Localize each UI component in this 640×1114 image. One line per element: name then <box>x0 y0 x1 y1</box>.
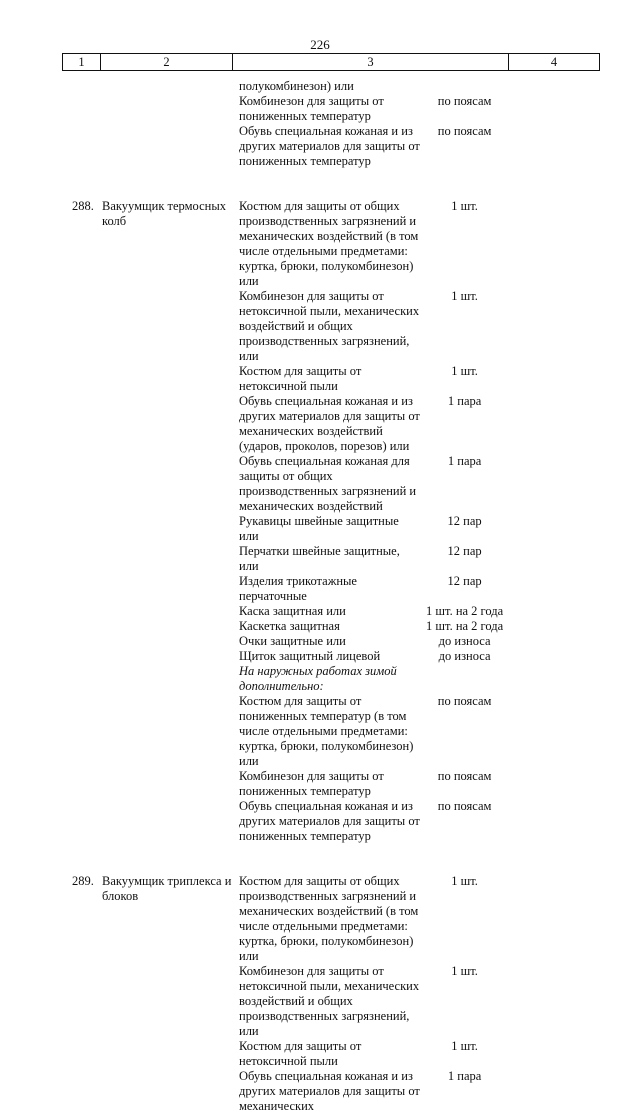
item-text: Щиток защитный лицевой <box>239 649 381 663</box>
table-body <box>62 79 598 1114</box>
table-row <box>62 874 598 1114</box>
item-qty: до износа <box>438 634 491 648</box>
item-text: Комбинезон для защиты от пониженных температур <box>239 769 384 798</box>
item-qty: по поясам <box>437 769 492 783</box>
table-row <box>62 199 598 844</box>
item-qty: по поясам <box>437 94 492 108</box>
item-text: Костюм для защиты от нетоксичной пыли <box>239 364 362 393</box>
list-item <box>239 394 509 454</box>
list-item <box>239 199 509 289</box>
item-text: Комбинезон для защиты от нетоксичной пыли, механических воздействий и общих производственных загрязнений, или <box>239 289 420 363</box>
row-name <box>102 79 239 169</box>
list-item <box>239 79 509 94</box>
col-3-header: 3 <box>233 54 509 70</box>
item-text: Костюм для защиты от нетоксичной пыли <box>239 1039 362 1068</box>
item-text: Обувь специальная кожаная и из других материалов для защиты от пониженных температур <box>239 124 420 168</box>
list-item <box>239 544 509 574</box>
item-qty: 1 пара <box>447 394 482 408</box>
item-qty: по поясам <box>437 124 492 138</box>
item-qty: 1 пара <box>447 454 482 468</box>
row-number: 288. <box>72 199 94 213</box>
item-qty: 1 шт. на 2 года <box>426 619 504 633</box>
item-text: На наружных работах зимой дополнительно: <box>239 664 397 693</box>
item-qty <box>420 79 509 94</box>
list-item <box>239 514 509 544</box>
item-text: Рукавицы швейные защитные или <box>239 514 399 543</box>
item-qty <box>420 664 509 694</box>
item-qty: 12 пар <box>447 544 482 558</box>
item-qty: по поясам <box>437 799 492 813</box>
row-items <box>239 199 509 844</box>
item-text: Обувь специальная кожаная для защиты от общих производственных загрязнений и механических воздействий <box>239 454 417 513</box>
item-text: полукомбинезон) или <box>239 79 354 93</box>
item-qty: 1 шт. <box>451 364 478 378</box>
item-text: Обувь специальная кожаная и из других материалов для защиты от пониженных температур <box>239 799 420 843</box>
item-text: Костюм для защиты от общих производственных загрязнений и механических воздействий (в том числе отдельными предметами: куртка, брюки, полукомбинезон) или <box>239 199 419 288</box>
row-gap <box>62 844 598 874</box>
list-item <box>239 604 509 619</box>
item-text: Обувь специальная кожаная и из других материалов для защиты от механических воздействий (ударов, проколов, порезов) или <box>239 394 420 453</box>
item-qty: 12 пар <box>447 574 482 588</box>
item-qty: до износа <box>438 649 491 663</box>
item-qty: 1 шт. <box>451 199 478 213</box>
item-text: Костюм для защиты от общих производственных загрязнений и механических воздействий (в том числе отдельными предметами: куртка, брюки, полукомбинезон) или <box>239 874 419 963</box>
row-gap <box>62 169 598 199</box>
list-item <box>239 874 509 964</box>
list-item <box>239 634 509 649</box>
list-item <box>239 94 509 124</box>
row-items <box>239 79 509 169</box>
item-text: Каска защитная или <box>239 604 346 618</box>
row-number: 289. <box>72 874 94 888</box>
item-qty: 1 шт. на 2 года <box>426 604 504 618</box>
list-item <box>239 964 509 1039</box>
item-qty: 1 пара <box>447 1069 482 1083</box>
list-item <box>239 1039 509 1069</box>
row-number <box>62 79 102 169</box>
col-1-header: 1 <box>63 54 101 70</box>
item-qty: 1 шт. <box>451 874 478 888</box>
row-name: Вакуумщик термосных колб <box>102 199 226 228</box>
item-text: Каскетка защитная <box>239 619 340 633</box>
list-item <box>239 649 509 664</box>
list-item <box>239 694 509 769</box>
list-item <box>239 289 509 364</box>
row-name: Вакуумщик триплекса и блоков <box>102 874 232 903</box>
list-item <box>239 619 509 634</box>
item-text: Изделия трикотажные перчаточные <box>239 574 357 603</box>
list-item <box>239 364 509 394</box>
row-items <box>239 874 509 1114</box>
list-item <box>239 1069 509 1114</box>
item-qty: 1 шт. <box>451 289 478 303</box>
item-text: Комбинезон для защиты от пониженных температур <box>239 94 384 123</box>
item-qty: 1 шт. <box>451 964 478 978</box>
item-text: Очки защитные или <box>239 634 346 648</box>
list-item <box>239 664 509 694</box>
list-item <box>239 574 509 604</box>
col-4-header: 4 <box>550 55 558 69</box>
item-text: Костюм для защиты от пониженных температур (в том числе отдельными предметами: куртка, брюки, полукомбинезон) или <box>239 694 414 768</box>
item-qty: 1 шт. <box>451 1039 478 1053</box>
list-item <box>239 799 509 844</box>
table-row <box>62 79 598 169</box>
item-text: Обувь специальная кожаная и из других материалов для защиты от механических <box>239 1069 420 1113</box>
item-text: Перчатки швейные защитные, или <box>239 544 400 573</box>
item-qty: по поясам <box>437 694 492 708</box>
page-number: 226 <box>310 37 330 52</box>
col-2-header: 2 <box>101 54 233 70</box>
table-header <box>62 53 600 71</box>
list-item <box>239 124 509 169</box>
list-item <box>239 769 509 799</box>
item-text: Комбинезон для защиты от нетоксичной пыли, механических воздействий и общих производственных загрязнений, или <box>239 964 420 1038</box>
item-qty: 12 пар <box>447 514 482 528</box>
list-item <box>239 454 509 514</box>
